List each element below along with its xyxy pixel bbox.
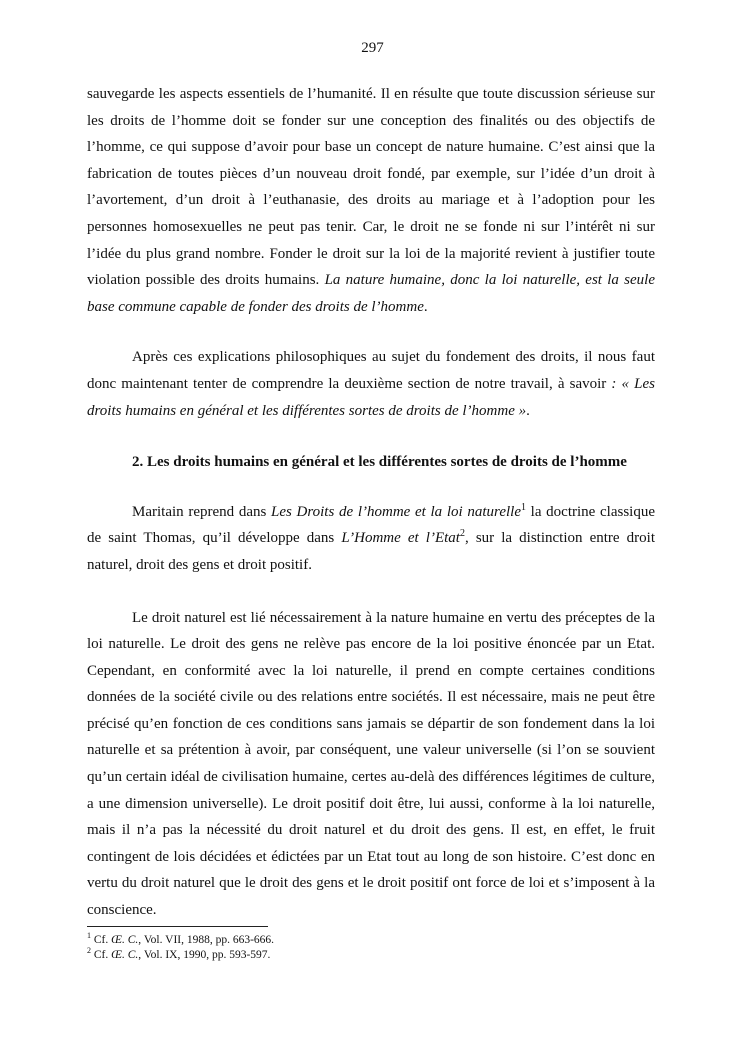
paragraph-1: [87, 81, 655, 320]
footnote-source: Œ. C.: [111, 934, 139, 946]
footnote-text: , Vol. IX, 1990, pp. 593-597.: [138, 949, 271, 961]
body-text: [87, 81, 655, 924]
paragraph-1-italic: La nature humaine, donc la loi naturelle, est la seule base commune capable de fonder des droits de l’homme: [87, 272, 655, 315]
footnote-number: 2: [87, 946, 91, 956]
footnote-source: Œ. C.: [111, 949, 139, 961]
footnote-text: Cf.: [91, 949, 112, 961]
paragraph-3: [87, 499, 655, 579]
paragraph-1-text: sauvegarde les aspects essentiels de l’humanité. Il en résulte que toute discussion sérieuse sur les droits de l’homme doit se fonder sur une conception des finalités ou des objectifs de l’homme, ce qui suppose d’avoir pour base un concept de nature humaine. C’est ainsi que la fabrication de toutes pièces d’un nouveau droit fondé, par exemple, sur l’idée d’un droit à l’avortement, d’un droit à l’euthanasie, des droits au mariage et à l’adoption pour les personnes homosexuelles ne peut pas tenir. Car, le droit ne se fonde ni sur l’intérêt ni sur l’idée du plus grand nombre. Fonder le droit sur la loi de la majorité revient à justifier toute violation possible des droits humains.: [87, 86, 655, 289]
paragraph-2: [87, 344, 655, 424]
paragraph-2-italic: : « Les droits humains en général et les différentes sortes de droits de l’homme »: [87, 375, 655, 419]
paragraph-2-end: .: [526, 402, 530, 419]
footnote-number: 1: [87, 931, 91, 941]
footnote-2: [87, 948, 655, 963]
book-title-2: L’Homme et l’Etat: [341, 530, 460, 547]
paragraph-2-text: Après ces explications philosophiques au sujet du fondement des droits, il nous faut donc maintenant tenter de comprendre la deuxième section de notre travail, à savoir: [87, 349, 655, 392]
paragraph-4: Le droit naturel est lié nécessairement à la nature humaine en vertu des préceptes de la loi naturelle. Le droit des gens ne relève pas encore de la loi positive énoncée par un Etat. Cependant, en conformité avec la loi naturelle, il prend en compte certaines conditions données de la société civile ou des relations entre sociétés. Il est nécessaire, mais ne peut être précisé qu’en fonction de ces conditions sans jamais se départir de son fondement dans la loi naturelle et sa prétention à avoir, par conséquent, une valeur universelle (si l’on se souvient qu’un certain idéal de civilisation humaine, certes au-delà des différences légitimes de culture, a une dimension universelle). Le droit positif doit être, lui aussi, conforme à la loi naturelle, mais il n’a pas la nécessité du droit naturel et du droit des gens. Il est, en effet, le fruit contingent de lois décidées et édictées par un Etat tout au long de son histoire. C’est donc en vertu du droit naturel que le droit des gens et le droit positif ont force de loi et s’imposent à la conscience.: [87, 609, 655, 919]
paragraph-3-text-a: Maritain reprend dans: [132, 503, 271, 520]
paragraph-1-end: .: [423, 298, 428, 315]
section-heading: 2. Les droits humains en général et les différentes sortes de droits de l’homme: [132, 454, 627, 471]
book-title-1: Les Droits de l’homme et la loi naturelle: [271, 503, 521, 520]
footnote-ref-2[interactable]: 2: [459, 528, 465, 540]
footnote-text: Cf.: [91, 934, 112, 946]
footnotes: [87, 933, 655, 963]
footnote-text: , Vol. VII, 1988, pp. 663-666.: [138, 934, 275, 946]
paragraph-3-text-c: , sur la distinction entre droit naturel, droit des gens et droit positif.: [87, 530, 655, 573]
footnote-divider: [87, 926, 268, 927]
page-number: 297: [361, 40, 384, 56]
footnote-1: [87, 933, 655, 948]
paragraph-3-text-b: la doctrine classique de saint Thomas, qu’il développe dans: [87, 503, 655, 547]
footnote-ref-1[interactable]: 1: [520, 501, 526, 513]
